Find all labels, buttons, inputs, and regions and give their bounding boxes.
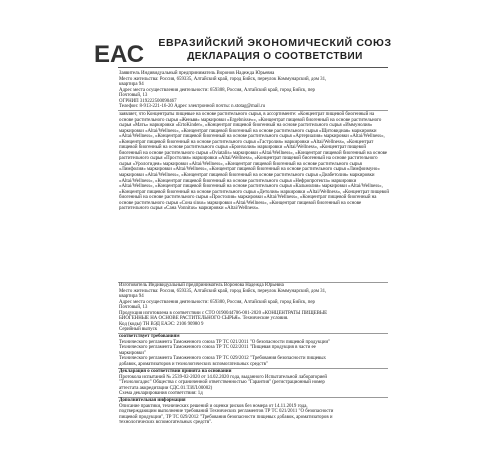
document-title: ЕВРАЗИЙСКИЙ ЭКОНОМИЧЕСКИЙ СОЮЗ bbox=[158, 37, 392, 49]
additional-line: технологических вспомогательных средств". bbox=[119, 420, 213, 425]
manufacturer-line: Место жительства: Россия, 659335, Алтайский край, город Бийск, переулок Коммунарский, дом 31, bbox=[119, 288, 327, 294]
applicant-line: Заявитель Индивидуальный предприниматель Воронов Надежда Юрьевна bbox=[119, 71, 275, 76]
eac-logo-text: ЕАС bbox=[93, 41, 145, 68]
requirements-line: добавок, ароматизаторов и технологических вспомогательных средств" bbox=[119, 361, 268, 367]
applicant-line: квартира 94 bbox=[119, 82, 144, 87]
manufacturer-line: Код (коды) ТН ВЭД ЕАЭС: 2106 90980 9 bbox=[119, 321, 204, 327]
basis-line: Протокола испытаний № 2539-02-2020 от 14.02.2020 года, выданного Испытательной лабораторией bbox=[119, 374, 328, 380]
manufacturer-line: Изготовитель Индивидуальный предприниматель Воронова Надежда Юрьевна bbox=[119, 283, 284, 288]
additional-line: подтверждающим выполнение требований Технических регламентов ТР ТС 021/2011 "О безопасности bbox=[119, 409, 334, 414]
applicant-line: Почтовый, 13 bbox=[119, 93, 148, 98]
manufacturer-line: Адрес места осуществления деятельности: 659300, Россия, Алтайский край, город Бийск, пер bbox=[119, 299, 315, 305]
manufacturer-line: БИОГЕННЫЕ НА ОСНОВЕ РАСТИТЕЛЬНОГО СЫРЬЯ». Технические условия. bbox=[119, 316, 289, 321]
manufacturer-line: Продукция изготовлена в соответствии с СТО 0190044706-001-2020 «КОНЦЕНТРАТЫ ПИЩЕВЫЕ bbox=[119, 310, 328, 316]
eac-logo bbox=[93, 40, 145, 68]
applicant-line: Телефон: 8-913-221-16-20 Адрес электронной почты: n.stotag@mail.ru bbox=[119, 104, 266, 109]
basis-line: "Технологадис" Общества с ограниченной ответственностью "Гарантия" (регистрационный номер bbox=[119, 380, 325, 385]
requirements-line: Технического регламента Таможенного союза ТР ТС 022/2011 "Пищевая продукция в части ее bbox=[119, 345, 316, 350]
manufacturer-line: Серийный выпуск bbox=[119, 327, 158, 332]
manufacturer-line: Почтовый, 13 bbox=[119, 305, 148, 310]
requirements-line: Технического регламента Таможенного союза ТР ТС 021/2011 "О безопасности пищевой продукции" bbox=[119, 339, 331, 345]
applicant-line: Адрес места осуществления деятельности: 659308, Россия, Алтайский край, город Бийск, пер bbox=[119, 87, 315, 93]
requirements-line: маркировки" bbox=[119, 350, 146, 356]
additional-line: пищевой продукции", ТР ТС 029/2012 "Требования безопасности пищевых добавок, ароматизаторов и bbox=[119, 414, 333, 420]
applicant-line: ОГРНИП 319222500090467 bbox=[119, 98, 177, 104]
document-header bbox=[145, 37, 405, 63]
product-description: заявляет, что Концентраты пищевые на основе растительного сырья, в ассортименте: «Концентрат пищевой биогенный на основе растительного сырья «Женьвя» маркировки «Ergebnisse»», «Концентрат пищевой биогенный на основе растительного сырья «Мать» маркировки «ErtoKinder», «Концентрат пищевой биогенный на основе растительного сырья «Иммунолия» маркировки «Altai/Wellness», «Концентрат пищевой биогенный на основе растительного сырья «Щитовидная» маркировки «Altai/Wellness», «Концентрат пищевой биогенный на основе растительного сырья «Артериалия» маркировки «Altai/Wellness», «Концентрат пищевой биогенный на основе растительного сырья «Гастролия» маркировки «Altai/Wellness», «Концентрат пищевой биогенный на основе растительного сырья «Бронхолия» маркировки «Altai/Wellness», «Концентрат пищевой биогенный на основе растительного сырья «Oviatalis» маркировки «Altai/Wellness», «Концентрат пищевой биогенный на основе растительного сырья «Простолия» маркировки «Altai/Wellness», «Концентрат пищевой биогенный на основе растительного сырья «Урологидея» маркировки «Altai/Wellness», «Концентрат пищевой биогенный на основе растительного сырья «Лимфолия» маркировки «Altai/Wellness», «Концентрат пищевой биогенный на основе растительного сырья «Лимфоимуно» маркировки «Altai/Wellness», «Концентрат пищевой биогенный на основе растительного сырья «Диабетолия» маркировки «Altai/Wellness», «Концентрат пищевой биогенный на основе растительного сырья «Нефропротекта» маркировки «Altai/Wellness», «Концентрат пищевой биогенный на основе растительного сырья «Кальмолия» маркировки «Altai/Wellness», «Концентрат пищевой биогенный на основе растительного сырья «Детолия» маркировки «Altai/Wellness», «Концентрат пищевой биогенный на основе растительного сырья «Простолия» маркировки «Altai/Wellness», «Концентрат пищевой биогенный на основе растительного сырья «Сона sinus» маркировки «Altai/Wellness», «Концентрат пищевой биогенный на основе растительного сырья «Сана Vonnitus» маркировки «Altai/Wellness». bbox=[119, 112, 391, 212]
applicant-line: Место жительства: Россия, 659335, Алтайский край, город Бийск, переулок Коммунарский, дом 31, bbox=[119, 76, 327, 82]
document-subtitle: ДЕКЛАРАЦИЯ О СООТВЕТСТВИИ bbox=[187, 51, 363, 62]
header-rule bbox=[118, 67, 388, 68]
basis-heading: Декларация о соответствии принята на основании bbox=[119, 369, 232, 374]
requirements-line: Технического регламента Таможенного союза ТР ТС 029/2012 "Требования безопасности пищевых bbox=[119, 356, 326, 361]
additional-line: Описание практики, технических решений и оценки рисков без номера от 14.11.2019 года, bbox=[119, 403, 308, 409]
additional-heading: Дополнительная информация bbox=[119, 398, 186, 403]
section-divider bbox=[118, 110, 388, 111]
requirements-heading: соответствует требованиям bbox=[119, 334, 180, 339]
manufacturer-line: квартира 94 bbox=[119, 294, 144, 299]
basis-line: Схема декларирования соответствия: 1д bbox=[119, 391, 203, 396]
basis-line: аттестата аккредитации СДС.01.Т.ИЛ.00002) bbox=[119, 385, 213, 391]
